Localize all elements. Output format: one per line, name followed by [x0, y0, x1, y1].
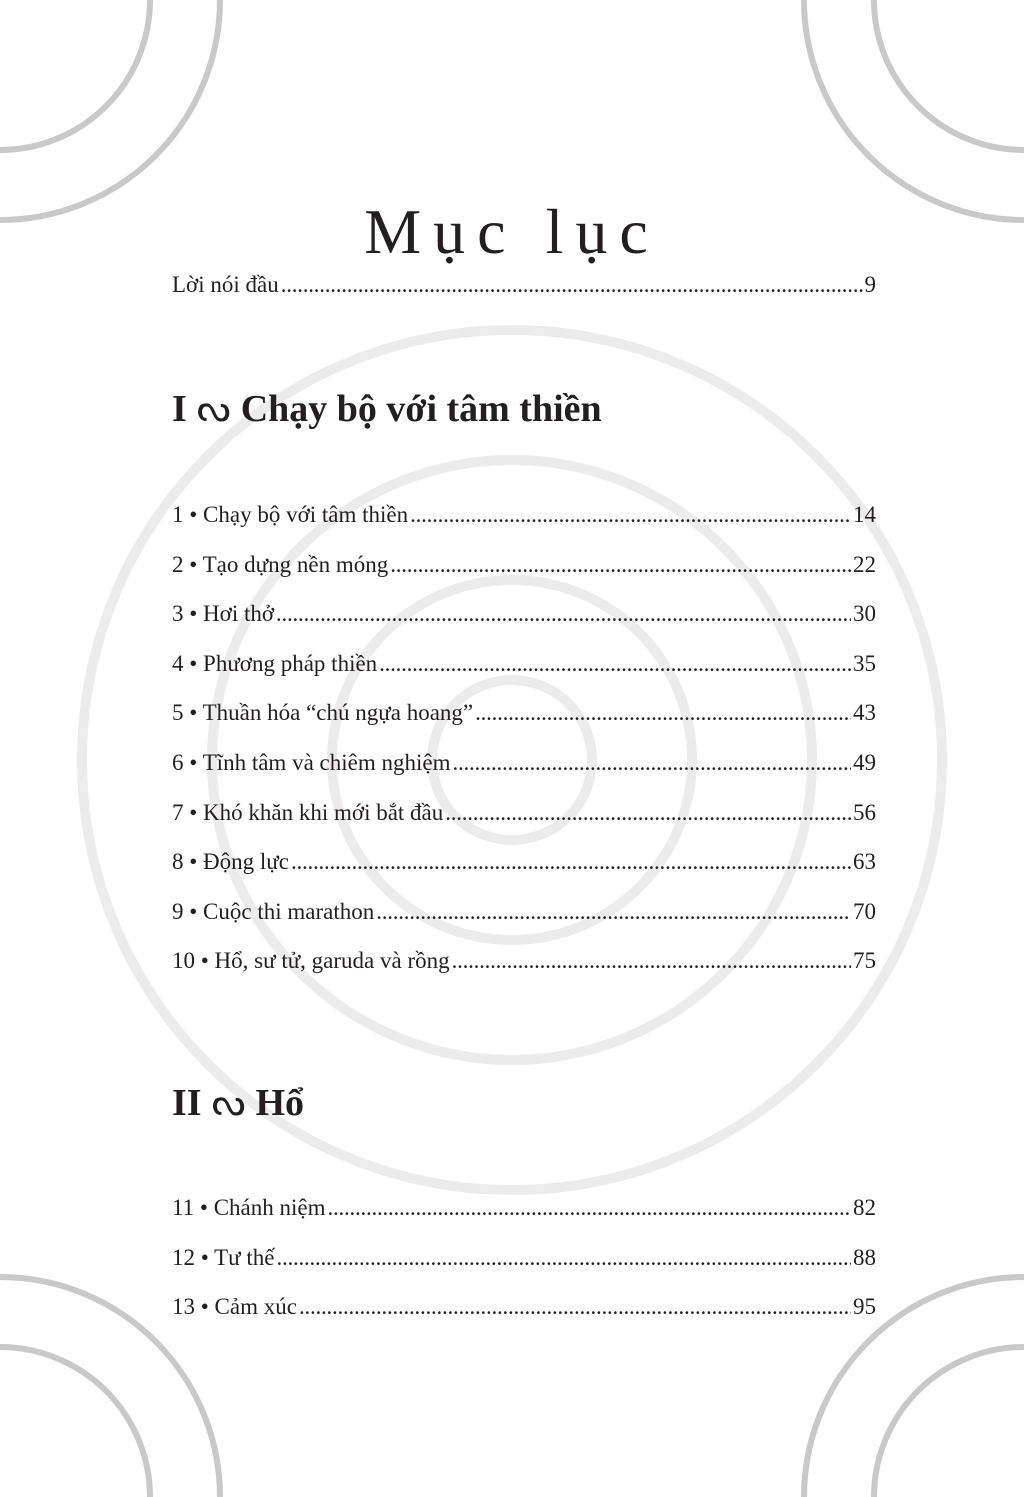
entry-label: 10 • Hổ, sư tử, garuda và rồng [172, 948, 450, 974]
toc-entry[interactable] [172, 500, 876, 530]
toc-entry[interactable] [172, 847, 876, 877]
toc-entry[interactable] [172, 649, 876, 679]
section-numeral: I [172, 388, 187, 430]
toc-entry-preface[interactable] [172, 270, 876, 300]
toc-entry[interactable] [172, 1292, 876, 1322]
section-title: Hổ [255, 1082, 305, 1124]
entry-page: 9 [864, 272, 876, 297]
entry-page: 95 [853, 1294, 876, 1320]
toc-entry[interactable] [172, 550, 876, 580]
entry-page: 43 [853, 700, 876, 726]
entry-page: 14 [853, 502, 876, 527]
entry-page: 82 [853, 1195, 876, 1220]
dot-leader [376, 897, 851, 927]
toc-entry[interactable] [172, 946, 876, 976]
dot-leader [390, 550, 851, 580]
entry-label: 5 • Thuần hóa “chú ngựa hoang” [172, 700, 474, 726]
entry-label: Lời nói đầu [172, 272, 279, 297]
entry-page: 35 [853, 650, 876, 676]
dot-leader [291, 847, 851, 877]
page-title: Mục lục [364, 196, 660, 267]
dot-leader [452, 946, 851, 976]
entry-page: 56 [853, 799, 876, 825]
section-heading-1 [172, 386, 602, 431]
dot-leader [379, 649, 851, 679]
ornament-icon: ᔓ [211, 1082, 246, 1124]
entry-label: 12 • Tư thế [172, 1244, 275, 1270]
dot-leader [277, 1243, 851, 1273]
entry-label: 9 • Cuộc thi marathon [172, 898, 375, 924]
entry-label: 6 • Tĩnh tâm và chiêm nghiệm [172, 750, 451, 775]
toc-entry[interactable] [172, 748, 876, 778]
entry-label: 13 • Cảm xúc [172, 1294, 297, 1320]
toc-entry[interactable] [172, 897, 876, 927]
entry-page: 30 [853, 601, 876, 627]
dot-leader [452, 748, 851, 778]
entry-page: 88 [853, 1244, 876, 1270]
toc-entry[interactable] [172, 599, 876, 629]
toc-entry[interactable] [172, 1193, 876, 1223]
dot-leader [276, 599, 851, 629]
dot-leader [445, 798, 851, 828]
toc-entry[interactable] [172, 698, 876, 728]
dot-leader [328, 1193, 852, 1223]
entry-page: 70 [853, 898, 876, 924]
entry-page: 22 [853, 551, 876, 577]
ornament-icon: ᔓ [196, 388, 231, 430]
entry-page: 75 [853, 948, 876, 974]
entry-label: 4 • Phương pháp thiền [172, 650, 378, 676]
toc-entry[interactable] [172, 798, 876, 828]
entry-label: 1 • Chạy bộ với tâm thiền [172, 502, 409, 527]
dot-leader [281, 270, 863, 300]
entry-label: 2 • Tạo dựng nền móng [172, 551, 389, 577]
entry-label: 8 • Động lực [172, 849, 289, 875]
entry-label: 7 • Khó khăn khi mới bắt đầu [172, 799, 444, 825]
dot-leader [410, 500, 851, 530]
entry-page: 49 [853, 750, 876, 775]
toc-entry[interactable] [172, 1243, 876, 1273]
section-heading-2 [172, 1080, 304, 1125]
entry-label: 11 • Chánh niệm [172, 1195, 326, 1220]
section-numeral: II [172, 1082, 202, 1124]
entry-label: 3 • Hơi thở [172, 601, 275, 627]
entry-page: 63 [853, 849, 876, 875]
dot-leader [475, 698, 851, 728]
section-title: Chạy bộ với tâm thiền [240, 388, 602, 430]
dot-leader [299, 1292, 851, 1322]
